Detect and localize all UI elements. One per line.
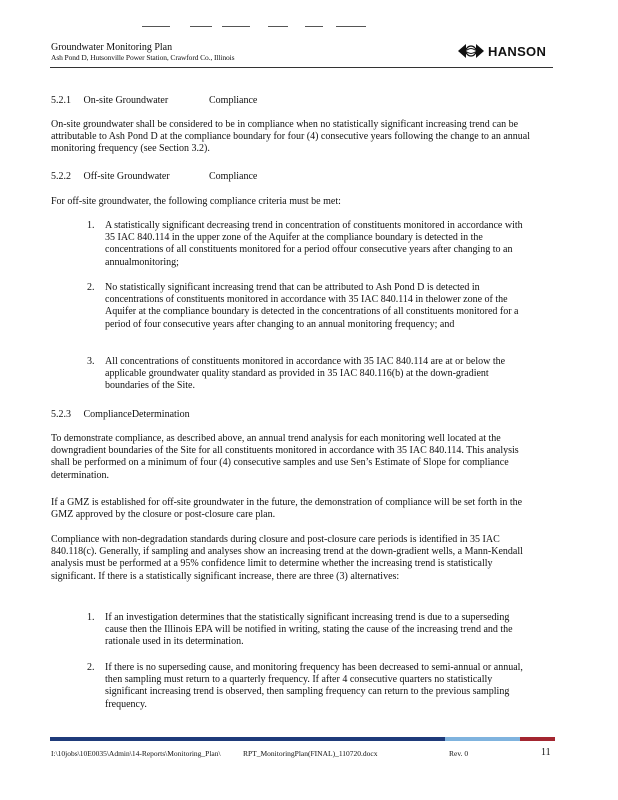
paragraph: Compliance with non-degradation standards during closure and post-closure care periods is identified in 35 IAC 840.118(c). Generally, if sampling and analyses show an increasing trend at the down-gradient wells, a Mann-Kendall analysis must be performed at a 95% confidence limit to determine whether the increasing trend is statistically significant. If there is a statistically significant increase, there are three (3) alternatives: [51, 534, 523, 582]
list-text: If an investigation determines that the statistically significant increasing trend is due to a superseding cause then the Illinois EPA will be notified in writing, stating the cause of the increasing trend and the rationale used in its determination. [105, 612, 513, 648]
list-number: 1. [87, 220, 95, 231]
section-title: ComplianceDetermination [83, 409, 190, 420]
footer-bar-red [520, 737, 555, 741]
header-dash [336, 26, 366, 27]
list-text: A statistically significant decreasing trend in concentration of constituents monitored in accordance with 35 IAC 840.114 in the upper zone of the Aquifer at the compliance boundary is detected in the concentrations of all constituents monitored for a period offour consecutive years after changing to an annualmonitoring; [105, 220, 523, 268]
section-number: 5.2.2 [51, 171, 71, 182]
page-number: 11 [541, 747, 551, 758]
section-number: 5.2.1 [51, 95, 71, 106]
section-heading-5-2-3 [51, 409, 190, 420]
list-text: No statistically significant increasing trend that can be attributed to Ash Pond D is detected in concentrations of constituents monitored in accordance with 35 IAC 840.114 in thelower zone of the Aquifer at the compliance boundary is detected in the concentrations of all constituents monitored for a period of four consecutive years after changing to an annual monitoring frequency; and [105, 282, 519, 330]
list-item [87, 612, 532, 649]
list-item [87, 356, 532, 393]
header-rule [50, 67, 553, 68]
header-dash [305, 26, 323, 27]
document-title: Groundwater Monitoring Plan [51, 42, 173, 53]
header-dash [222, 26, 250, 27]
globe-logo-icon [456, 41, 486, 61]
list-number: 1. [87, 612, 95, 623]
list-number: 2. [87, 282, 95, 293]
section-title: Off-site Groundwater [83, 171, 170, 182]
list-text: If there is no superseding cause, and monitoring frequency has been decreased to semi-annual or annual, then sampling must return to a quarterly frequency. If after 4 consecutive quarters no statistically significant increasing trend is observed, then sampling frequency can return to the previous sampling frequency. [105, 662, 523, 710]
list-text: All concentrations of constituents monitored in accordance with 35 IAC 840.114 are at or below the applicable groundwater quality standard as provided in 35 IAC 840.116(b) at the down-gradient boundaries of the Site. [105, 356, 506, 392]
section-title-2: Compliance [209, 95, 258, 106]
paragraph: For off-site groundwater, the following compliance criteria must be met: [51, 196, 341, 207]
footer-revision: Rev. 0 [449, 749, 469, 758]
section-heading-5-2-2 [51, 171, 257, 182]
footer-bar-light [445, 737, 520, 741]
hanson-logo [456, 40, 551, 62]
section-title-2: Compliance [209, 171, 258, 182]
header-dash [268, 26, 288, 27]
section-title: On-site Groundwater [83, 95, 169, 106]
header-dash [142, 26, 170, 27]
footer-bar-dark [50, 737, 445, 741]
list-item [87, 282, 532, 331]
logo-text: HANSON [488, 43, 547, 59]
list-item [87, 662, 532, 711]
header-dash [190, 26, 212, 27]
paragraph: On-site groundwater shall be considered to be in compliance when no statistically significant increasing trend can be attributable to Ash Pond D at the compliance boundary for four (4) consecutive years following the change to an annual monitoring frequency (see Section 3.2). [51, 119, 531, 155]
list-number: 2. [87, 662, 95, 673]
list-number: 3. [87, 356, 95, 367]
section-heading-5-2-1 [51, 95, 257, 106]
paragraph: If a GMZ is established for off-site groundwater in the future, the demonstration of compliance will be set forth in the GMZ approved by the closure or post-closure care plan. [51, 497, 523, 521]
document-subtitle: Ash Pond D, Hutsonville Power Station, Crawford Co., Illinois [51, 53, 235, 62]
list-item [87, 220, 532, 269]
paragraph: To demonstrate compliance, as described above, an annual trend analysis for each monitoring well located at the downgradient boundaries of the Site for all constituents monitored in accordance with 35 IAC 840.114. This analysis shall be performed on a minimum of four (4) consecutive samples and use Sen’s Estimate of Slope for compliance determination. [51, 433, 519, 481]
section-number: 5.2.3 [51, 409, 71, 420]
footer-path: I:\10jobs\10E0035\Admin\14-Reports\Monitoring_Plan\ [51, 749, 221, 758]
footer-file: RPT_MonitoringPlan(FINAL)_110720.docx [243, 749, 378, 758]
